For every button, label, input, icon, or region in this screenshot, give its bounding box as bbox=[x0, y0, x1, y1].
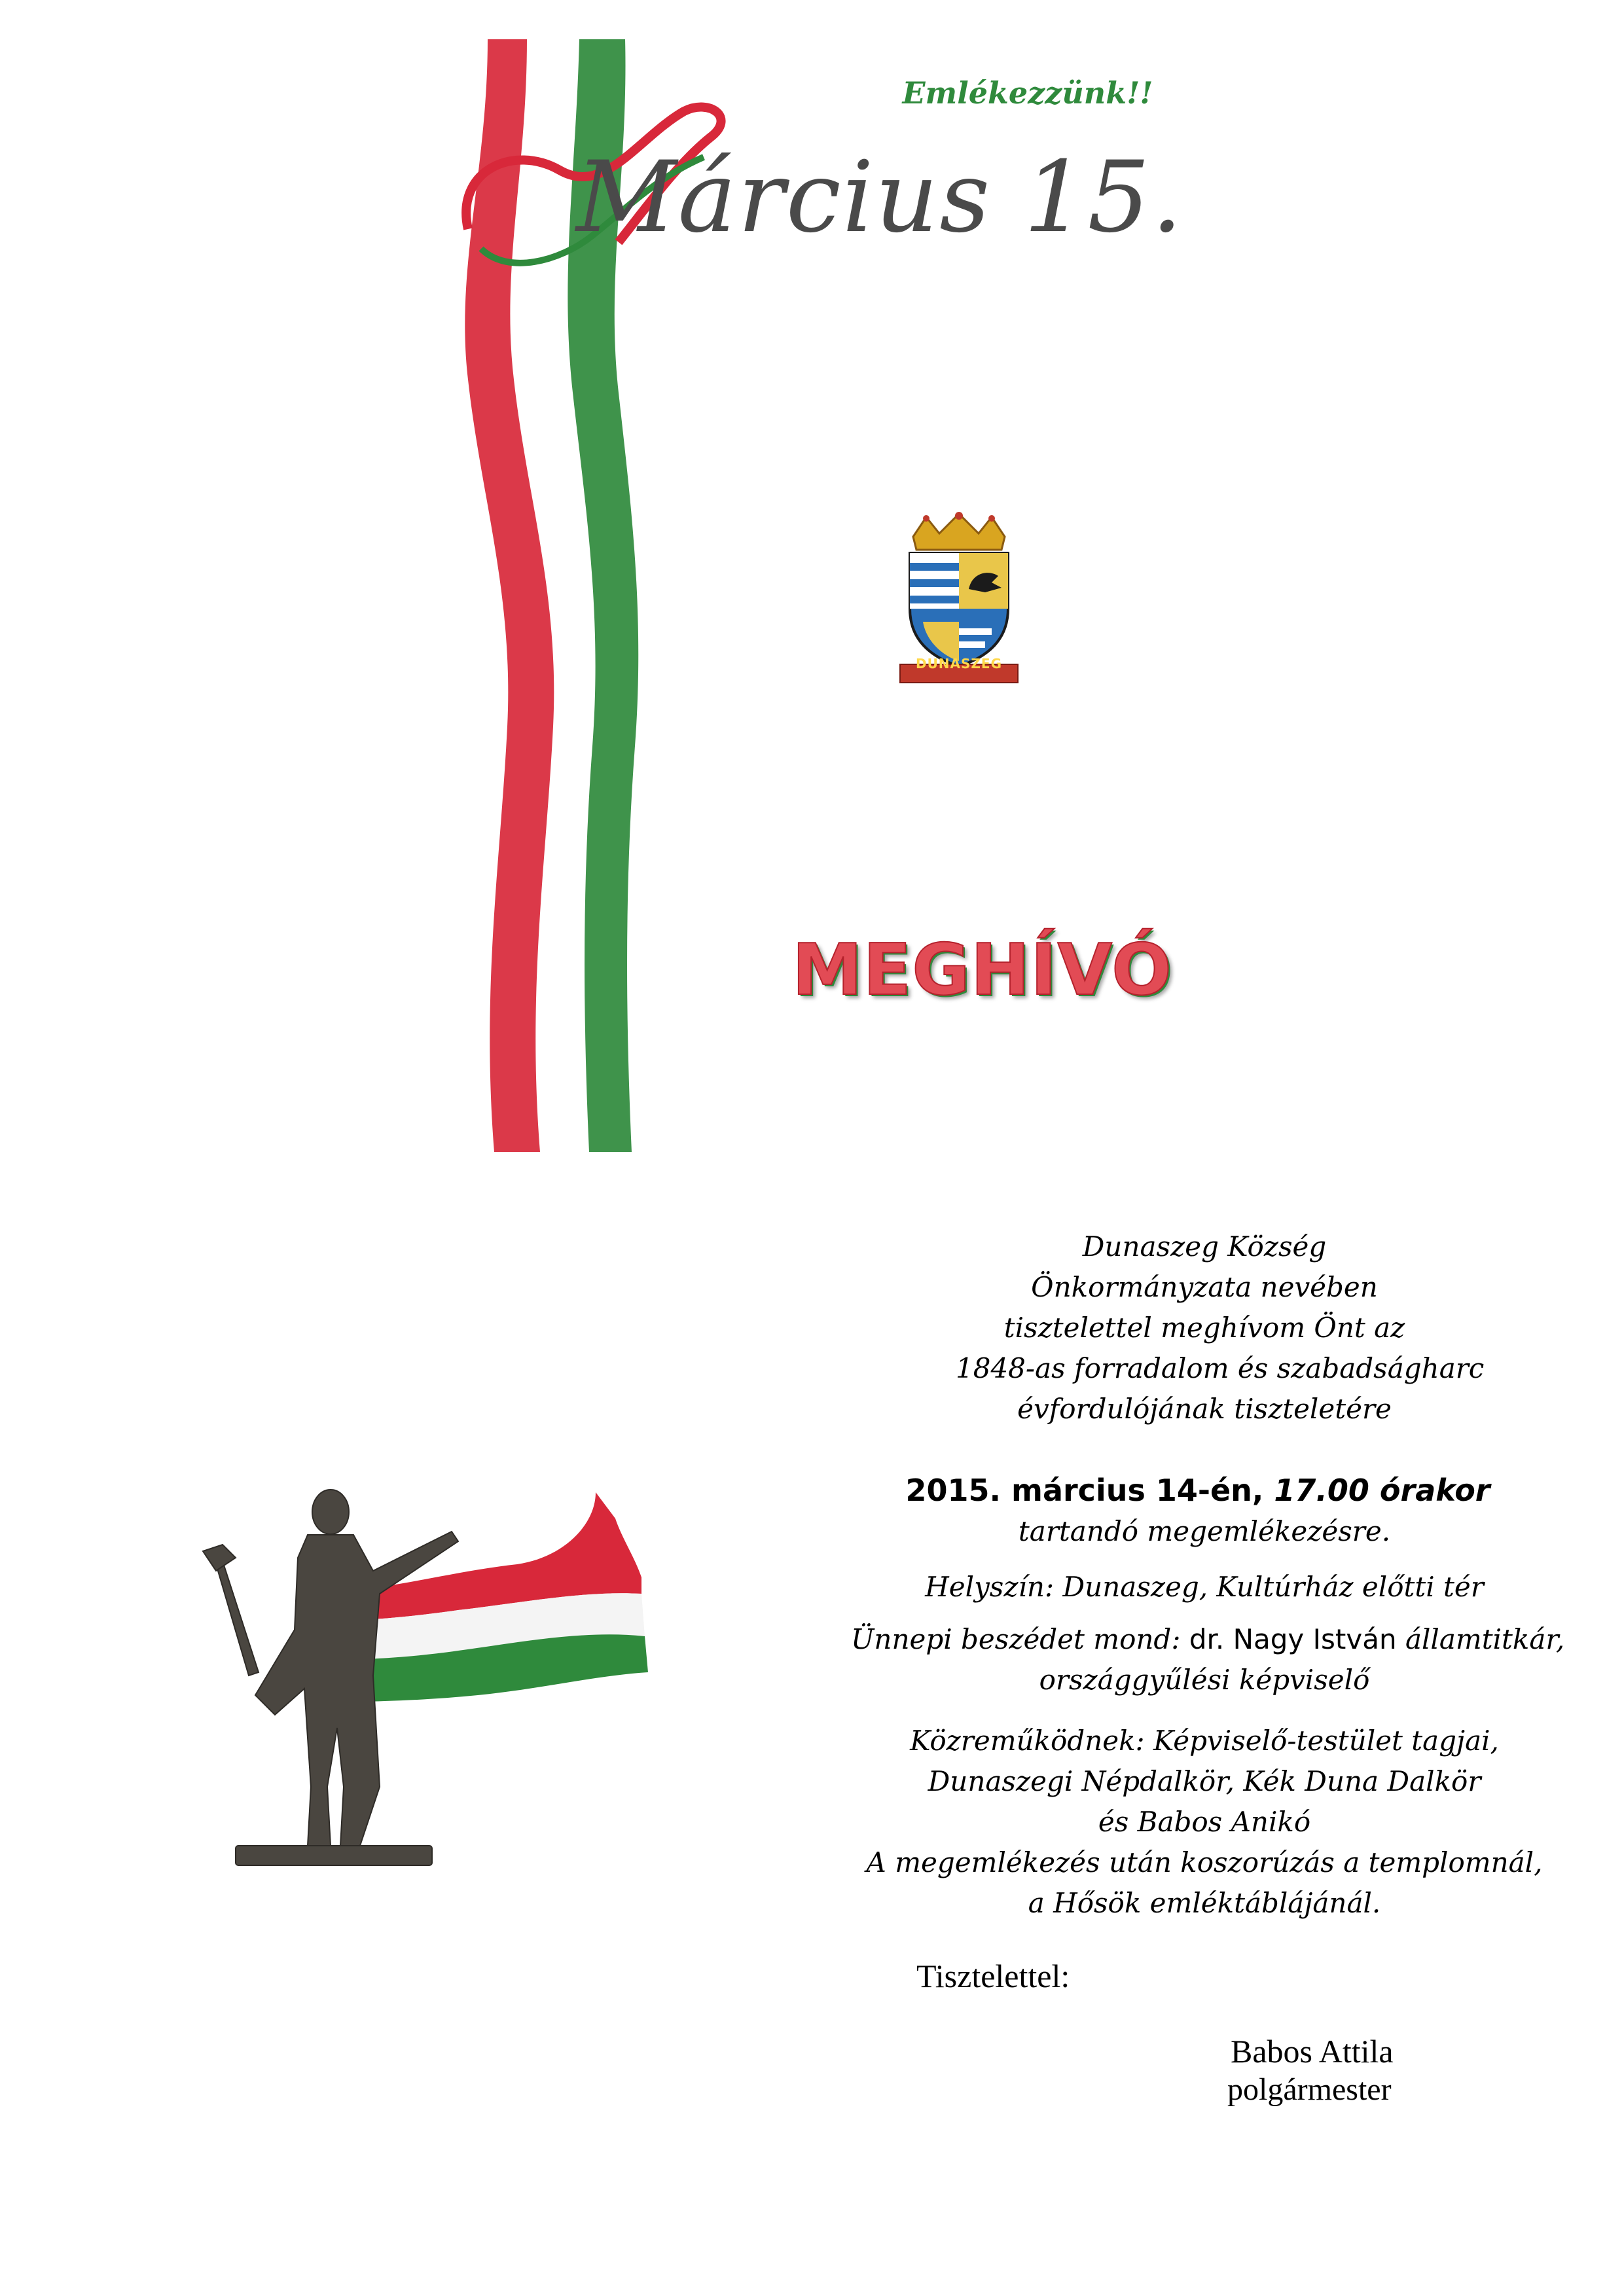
speech-line bbox=[851, 1623, 1565, 1655]
participants-line-4: A megemlékezés után koszorúzás a templomnál, bbox=[866, 1846, 1543, 1878]
event-date: 2015. március 14-én, bbox=[905, 1473, 1264, 1508]
event-line: tartandó megemlékezésre. bbox=[1018, 1515, 1391, 1547]
participants-line-2: Dunaszegi Népdalkör, Kék Duna Dalkör bbox=[928, 1765, 1481, 1797]
invitation-heading: MEGHÍVÓ bbox=[792, 929, 1172, 1011]
intro-line-2: Önkormányzata nevében bbox=[1031, 1271, 1378, 1303]
crest-label: DUNASZEG bbox=[915, 656, 1003, 672]
page-title: Március 15. bbox=[576, 141, 1184, 255]
participants-line-5: a Hősök emléktáblájánál. bbox=[1028, 1887, 1381, 1919]
event-date-time bbox=[903, 1473, 1492, 1508]
signatory-name: Babos Attila bbox=[1231, 2033, 1394, 2070]
participants-line-3: és Babos Anikó bbox=[1098, 1806, 1311, 1838]
intro-line-3: tisztelettel meghívom Önt az bbox=[1003, 1312, 1405, 1344]
tagline: Emlékezzünk!! bbox=[902, 75, 1153, 111]
statue-with-flag-illustration bbox=[177, 1479, 674, 1878]
greeting: Tisztelettel: bbox=[916, 1958, 1070, 1994]
participants-line-1: Közreműködnek: Képviselő-testület tagjai, bbox=[910, 1725, 1499, 1757]
speech-prefix: Ünnepi beszédet mond: bbox=[851, 1623, 1181, 1655]
intro-line-4: 1848-as forradalom és szabadságharc bbox=[956, 1352, 1485, 1384]
event-time: 17.00 órakor bbox=[1274, 1473, 1490, 1508]
speaker-title: államtitkár, bbox=[1405, 1623, 1565, 1655]
speaker-name: dr. Nagy István bbox=[1189, 1623, 1397, 1655]
signatory-position: polgármester bbox=[1227, 2072, 1392, 2107]
venue: Helyszín: Dunaszeg, Kultúrház előtti tér bbox=[925, 1571, 1484, 1603]
intro-line-5: évfordulójának tiszteletére bbox=[1017, 1393, 1392, 1425]
speaker-role: országgyűlési képviselő bbox=[1039, 1664, 1370, 1696]
intro-line-1: Dunaszeg Község bbox=[1082, 1230, 1327, 1263]
